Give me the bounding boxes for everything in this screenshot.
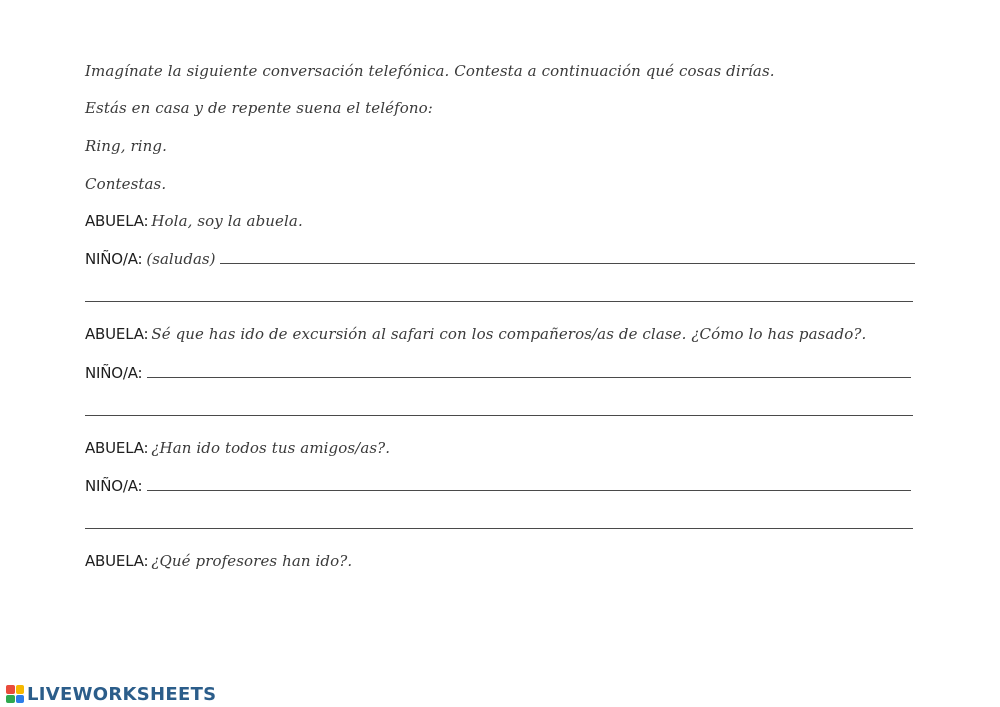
nino-row-1 [85,248,915,268]
abuela-line-1 [85,212,303,230]
liveworksheets-logo-icon [6,685,24,703]
answer-line-2b[interactable] [85,415,913,416]
nino-label: NIÑO/A: [85,250,143,268]
answer-input-3[interactable] [147,489,911,491]
answer-input-2[interactable] [147,376,911,378]
abuela-line-4 [85,552,352,570]
brand-name: LIVEWORKSHEETS [27,683,217,705]
answer-line-3b[interactable] [85,528,913,529]
abuela-label: ABUELA: [85,325,149,343]
abuela-speech-2: Sé que has ido de excursión al safari con los compañeros/as de clase. ¿Cómo lo has pasado?. [151,325,867,343]
nino-hint-1: (saludas) [146,250,216,268]
abuela-line-2 [85,325,866,343]
setting-text: Estás en casa y de repente suena el teléfono: [85,99,433,117]
abuela-label: ABUELA: [85,439,149,457]
answer-text: Contestas. [85,175,167,193]
abuela-line-3 [85,439,390,457]
abuela-speech-3: ¿Han ido todos tus amigos/as?. [151,439,391,457]
answer-input-1[interactable] [220,262,915,264]
abuela-speech-4: ¿Qué profesores han ido?. [151,552,353,570]
answer-line-1b[interactable] [85,301,913,302]
abuela-label: ABUELA: [85,552,149,570]
liveworksheets-logo[interactable] [6,684,216,704]
nino-label: NIÑO/A: [85,477,143,495]
nino-row-3 [85,475,911,495]
abuela-speech-1: Hola, soy la abuela. [151,212,303,230]
intro-text: Imagínate la siguiente conversación telefónica. Contesta a continuación qué cosas dirías. [85,62,775,80]
abuela-label: ABUELA: [85,212,149,230]
nino-label: NIÑO/A: [85,364,143,382]
nino-row-2 [85,362,911,382]
ring-text: Ring, ring. [85,137,167,155]
